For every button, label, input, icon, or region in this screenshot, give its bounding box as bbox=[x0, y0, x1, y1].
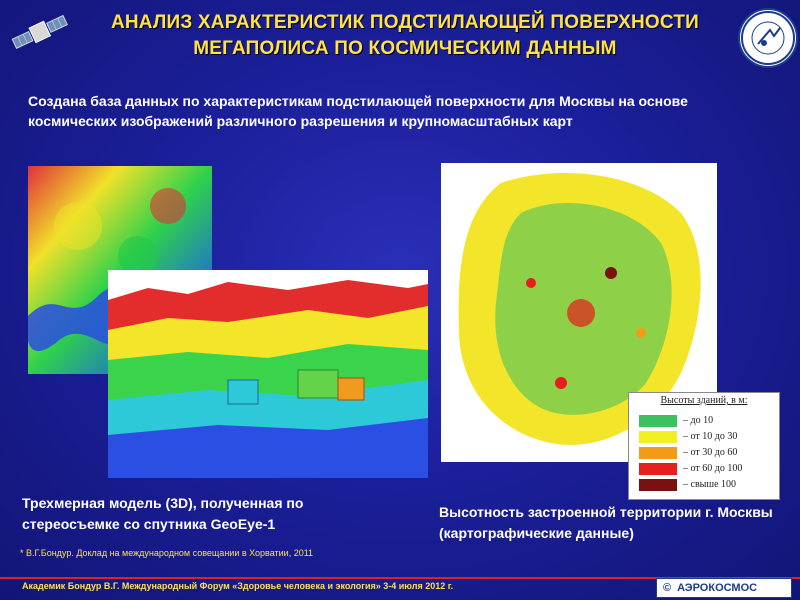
legend-label-10-30: – от 10 до 30 bbox=[683, 431, 738, 442]
satellite-icon bbox=[10, 8, 74, 56]
legend-title: Высоты зданий, в м: bbox=[660, 395, 748, 406]
title-line-2: МЕГАПОЛИСА ПО КОСМИЧЕСКИМ ДАННЫМ bbox=[193, 38, 617, 59]
legend-swatch-10-30 bbox=[639, 431, 677, 443]
legend-swatch-30-60 bbox=[639, 447, 677, 459]
legend-swatch-60-100 bbox=[639, 463, 677, 475]
slide-title bbox=[70, 10, 740, 62]
legend-label-over-100: – свыше 100 bbox=[683, 479, 737, 490]
brand-badge bbox=[656, 578, 792, 598]
legend-label-60-100: – от 60 до 100 bbox=[683, 463, 743, 474]
3d-model-image bbox=[108, 270, 428, 478]
brand-name: АЭРОКОСМОС bbox=[677, 582, 758, 594]
legend-label-up-to-10: – до 10 bbox=[683, 415, 714, 426]
map-caption: Высотность застроенной территории г. Москвы (картографические данные) bbox=[439, 504, 773, 541]
title-line-1: АНАЛИЗ ХАРАКТЕРИСТИК ПОДСТИЛАЮЩЕЙ ПОВЕРХНОСТИ bbox=[110, 12, 700, 33]
height-legend bbox=[628, 392, 780, 500]
copyright-icon: © bbox=[663, 582, 672, 594]
footnote: * В.Г.Бондур. Доклад на международном совещании в Хорватии, 2011 bbox=[20, 548, 314, 558]
aerokosmos-emblem bbox=[738, 8, 798, 68]
footer-text: Академик Бондур В.Г. Международный Форум «Здоровье человека и экология» 3-4 июля 2012 г. bbox=[22, 581, 454, 591]
3d-model-caption: Трехмерная модель (3D), полученная по стереосъемке со спутника GeoEye-1 bbox=[22, 495, 304, 532]
legend-swatch-over-100 bbox=[639, 479, 677, 491]
legend-swatch-up-to-10 bbox=[639, 415, 677, 427]
intro-text: Создана база данных по характеристикам подстилающей поверхности для Москвы на основе космических изображений различного разрешения и крупномасштабных карт bbox=[28, 93, 688, 129]
legend-label-30-60: – от 30 до 60 bbox=[683, 447, 738, 458]
